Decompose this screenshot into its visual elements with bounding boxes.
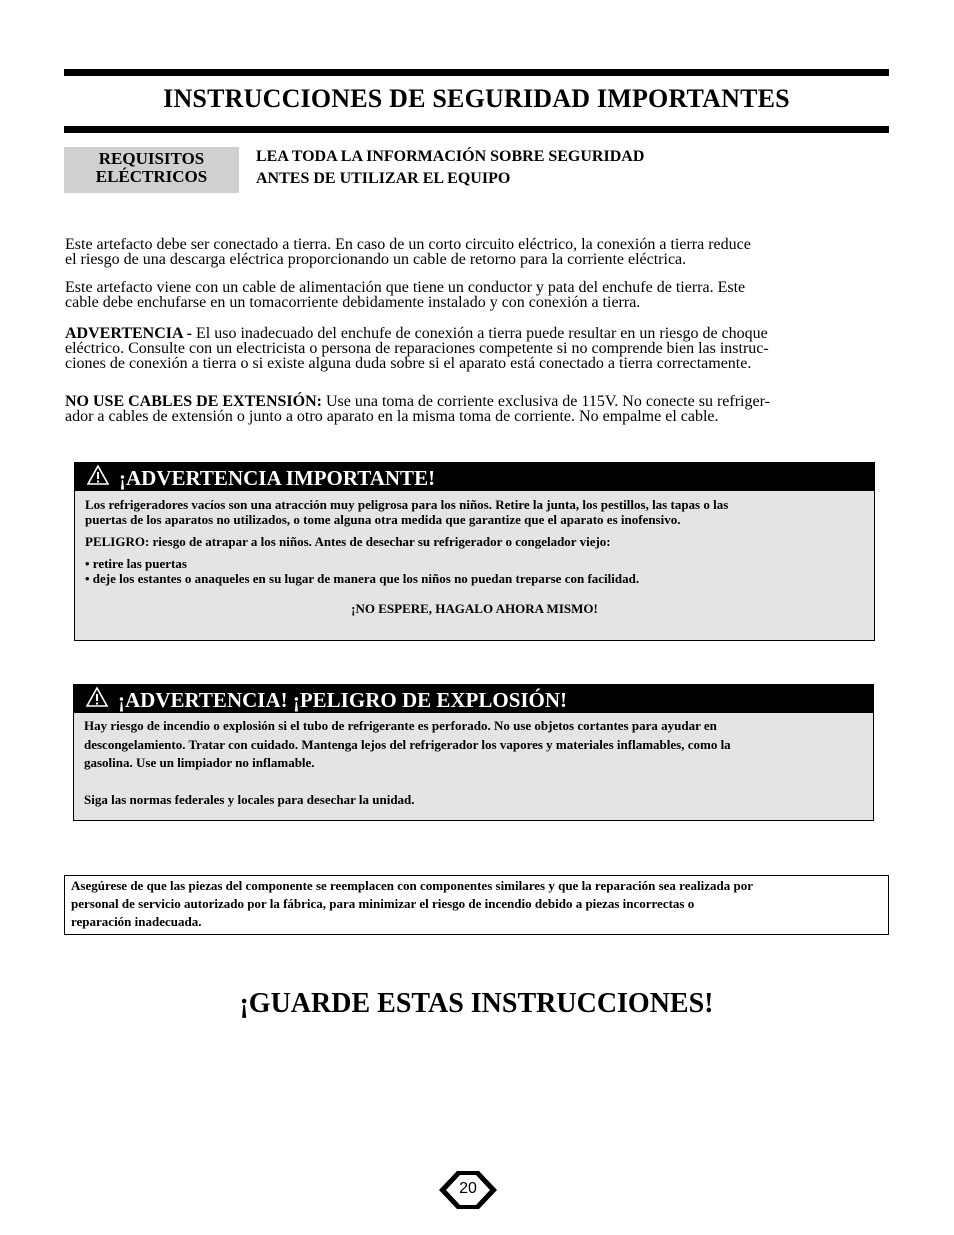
read-safety-notice-line2: ANTES DE UTILIZAR EL EQUIPO bbox=[256, 170, 511, 187]
save-instructions-heading: ¡GUARDE ESTAS INSTRUCCIONES! bbox=[239, 988, 714, 1019]
explosion-warning-header bbox=[74, 685, 873, 713]
extension-cord-lead: NO USE CABLES DE EXTENSIÓN: bbox=[65, 393, 326, 410]
extension-cord-paragraph bbox=[65, 394, 880, 424]
explosion-warning-heading: ¡ADVERTENCIA! ¡PELIGRO DE EXPLOSIÓN! bbox=[118, 688, 568, 712]
requirements-label-line2: ELÉCTRICOS bbox=[95, 167, 208, 186]
warning-triangle-icon bbox=[86, 685, 108, 715]
warning-paragraph-line1 bbox=[65, 326, 880, 341]
warning2-line1: Hay riesgo de incendio o explosión si el tubo de refrigerante es perforado. No use objetos cortantes para ayudar en bbox=[84, 718, 717, 733]
important-warning-body bbox=[75, 491, 874, 616]
important-warning-header bbox=[75, 463, 874, 491]
warning2-line2: descongelamiento. Tratar con cuidado. Mantenga lejos del refrigerador los vapores y materiales inflamables, como la bbox=[84, 736, 731, 752]
grounding-paragraph bbox=[65, 237, 880, 267]
warning-lead: ADVERTENCIA - bbox=[65, 325, 197, 342]
top-rule bbox=[64, 69, 889, 76]
warning-paragraph-line3: ciones de conexión a tierra o si existe alguna duda sobre si el aparato está conectado a tierra correctamente. bbox=[65, 355, 752, 372]
read-safety-notice bbox=[256, 146, 816, 190]
explosion-warning-box bbox=[73, 684, 874, 821]
page-number-badge bbox=[437, 1168, 499, 1212]
grounding-line1: Este artefacto debe ser conectado a tierra. En caso de un corto circuito eléctrico, la conexión a tierra reduce bbox=[65, 236, 751, 253]
notice-line3: reparación inadecuada. bbox=[71, 914, 202, 929]
warning1-line2: puertas de los aparatos no utilizados, o tome alguna otra medida que garantize que el aparato es inofensivo. bbox=[85, 512, 681, 527]
power-cord-line2: cable debe enchufarse en un tomacorriente debidamente instalado y con conexión a tierra. bbox=[65, 294, 641, 311]
warning1-line3: PELIGRO: riesgo de atrapar a los niños. Antes de desechar su refrigerador o congelador viejo: bbox=[85, 534, 611, 549]
page-number: 20 bbox=[459, 1180, 477, 1197]
warning1-closing: ¡NO ESPERE, HAGALO AHORA MISMO! bbox=[351, 601, 598, 616]
requirements-label-line1: REQUISITOS bbox=[98, 149, 205, 168]
warning-text1: El uso inadecuado del enchufe de conexión a tierra puede resultar en un riesgo de choque bbox=[196, 325, 768, 342]
warning1-bullet1: • retire las puertas bbox=[85, 556, 187, 571]
warning1-line1: Los refrigeradores vacíos son una atracción muy peligrosa para los niños. Retire la junta, los pestillos, las tapas o las bbox=[85, 497, 729, 512]
warning1-bullet2: • deje los estantes o anaqueles en su lugar de manera que los niños no puedan treparse con facilidad. bbox=[85, 571, 640, 586]
warning2-line4: Siga las normas federales y locales para desechar la unidad. bbox=[84, 791, 415, 807]
extension-cord-line1 bbox=[65, 394, 880, 409]
extension-cord-text1: Use una toma de corriente exclusiva de 115V. No conecte su refriger- bbox=[325, 393, 770, 410]
important-warning-heading: ¡ADVERTENCIA IMPORTANTE! bbox=[119, 466, 436, 490]
notice-line2: personal de servicio autorizado por la fábrica, para minimizar el riesgo de incendio debido a piezas incorrectas o bbox=[71, 896, 695, 911]
warning-paragraph-line2: eléctrico. Consulte con un electricista o persona de reparaciones competente si no comprende bien las instruc- bbox=[65, 340, 769, 357]
warning-paragraph bbox=[65, 326, 880, 371]
component-replacement-notice bbox=[64, 875, 889, 935]
notice-line1: Asegúrese de que las piezas del componente se reemplacen con componentes similares y que la reparación sea realizada por bbox=[71, 878, 753, 893]
requirements-label-box bbox=[64, 147, 239, 193]
important-warning-box bbox=[74, 462, 875, 641]
warning-triangle-icon bbox=[87, 463, 109, 493]
warning2-line3: gasolina. Use un limpiador no inflamable. bbox=[84, 755, 315, 770]
power-cord-paragraph bbox=[65, 280, 880, 310]
title-rule bbox=[64, 126, 889, 133]
grounding-line2: el riesgo de una descarga eléctrica proporcionando un cable de retorno para la corriente eléctrica. bbox=[65, 251, 687, 268]
power-cord-line1: Este artefacto viene con un cable de alimentación que tiene un conductor y pata del enchufe de tierra. Este bbox=[65, 279, 746, 296]
read-safety-notice-line1: LEA TODA LA INFORMACIÓN SOBRE SEGURIDAD bbox=[256, 148, 645, 165]
page-title: INSTRUCCIONES DE SEGURIDAD IMPORTANTES bbox=[163, 84, 790, 113]
explosion-warning-body bbox=[74, 713, 873, 809]
extension-cord-line2: ador a cables de extensión o junto a otro aparato en la misma toma de corriente. No empalme el cable. bbox=[65, 408, 719, 425]
